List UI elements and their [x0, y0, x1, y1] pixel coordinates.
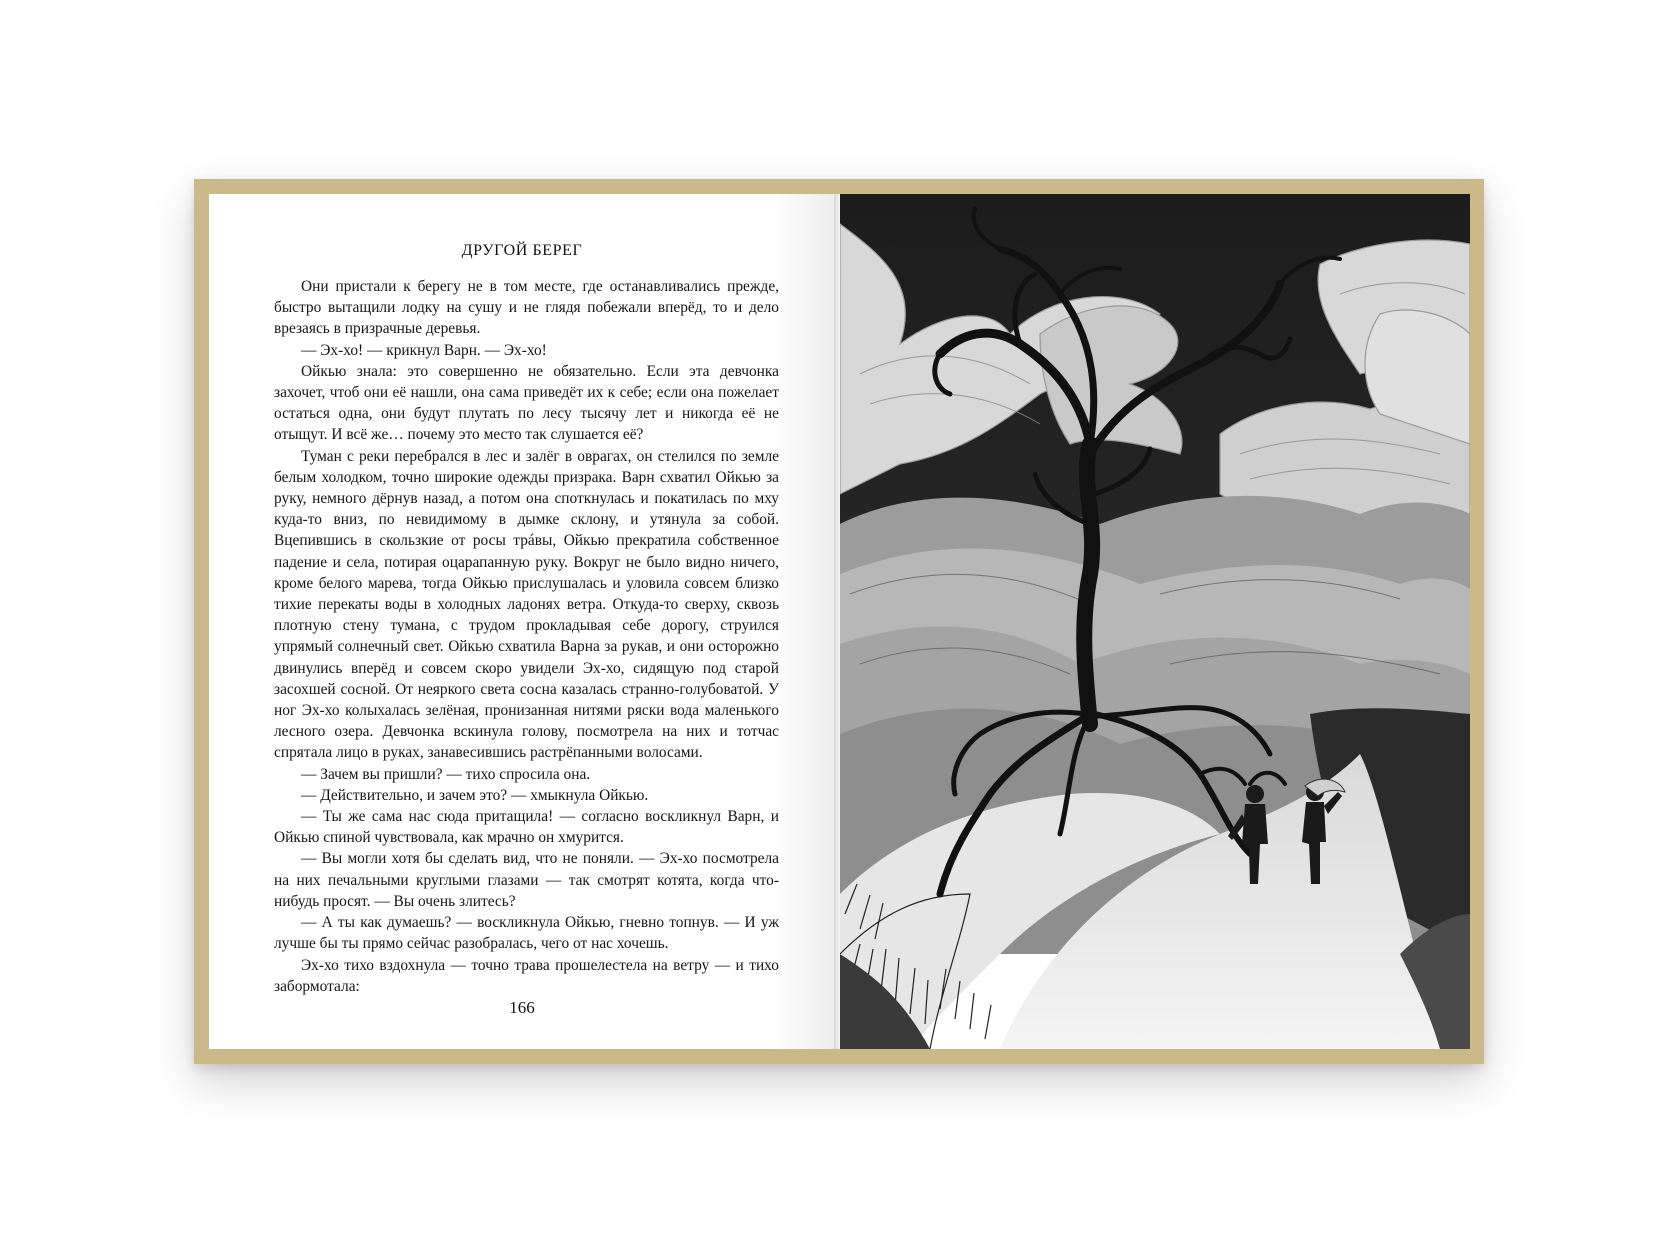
- left-page: [209, 194, 835, 1049]
- paragraph: Они пристали к берегу не в том месте, где останавливались прежде, быстро вытащили лодку на сушу и не глядя побежали вперёд, то и дело врезаясь в призрачные деревья.: [274, 278, 779, 338]
- paragraph: — Вы могли хотя бы сделать вид, что не поняли. — Эх-хо посмотрела на них печальными круглыми глазами — так смотрят котята, когда что-нибудь просят. — Вы очень злитесь?: [274, 850, 779, 910]
- paragraph: — Эх-хо! — крикнул Варн. — Эх-хо!: [301, 341, 547, 359]
- paragraph: Ойкью знала: это совершенно не обязательно. Если эта девчонка захочет, чтоб они её нашли, она сама приведёт их к себе; если она пожелает остаться одна, они будут плутать по лесу тысячу лет и никогда её не отыщут. И всё же… почему это место так слушается её?: [274, 362, 779, 444]
- paragraph: — Зачем вы пришли? — тихо спросила она.: [301, 765, 591, 783]
- right-page: [840, 194, 1470, 1049]
- running-head: ДРУГОЙ БЕРЕГ: [461, 242, 583, 259]
- paragraph: — Ты же сама нас сюда притащила! — согласно воскликнул Варн, и Ойкью спиной чувствовала, как мрачно он хмурится.: [274, 808, 779, 847]
- paragraph: — Действительно, и зачем это? — хмыкнула Ойкью.: [301, 786, 649, 804]
- body-text: [274, 276, 779, 997]
- open-book: [194, 179, 1484, 1064]
- page-number: 166: [509, 998, 535, 1017]
- paragraph: Эх-хо тихо вздохнула — точно трава прошелестела на ветру — и тихо забормотала:: [274, 956, 779, 995]
- tree-and-children-illustration: [840, 194, 1470, 1049]
- paragraph: Туман с реки перебрался в лес и залёг в оврагах, он стелился по земле белым холодком, точно широкие одежды призрака. Варн схватил Ойкью за руку, немного дёрнув назад, а потом она споткнулась и покатилась по мху куда-то вниз, по невидимому в дымке склону, и утянула за собой. Вцепившись в скользкие от росы трáвы, Ойкью прекратила собственное падение и села, потирая оцарапанную руку. Вокруг не было видно ничего, кроме белого марева, тогда Ойкью прислушалась и уловила совсем близко тихие перекаты воды в холодных ладонях ветра. Откуда-то сверху, сквозь плотную стену тумана, с трудом прокладывая себе дорогу, струился упрямый солнечный свет. Ойкью схватила Варна за рукав, и они осторожно двинулись вперёд и совсем скоро увидели Эх-хо, сидящую под старой засохшей сосной. От неяркого света сосна казалась странно-голубоватой. У ног Эх-хо колыхалась зелёная, пронизанная нитями ряски вода маленького лесного озера. Девчонка вскинула голову, посмотрела на них и тотчас спрятала лицо в руках, занавесившись растрёпанными волосами.: [274, 447, 779, 762]
- paragraph: — А ты как думаешь? — воскликнула Ойкью, гневно топнув. — И уж лучше бы ты прямо сейчас разобралась, чего от нас хочешь.: [274, 914, 779, 953]
